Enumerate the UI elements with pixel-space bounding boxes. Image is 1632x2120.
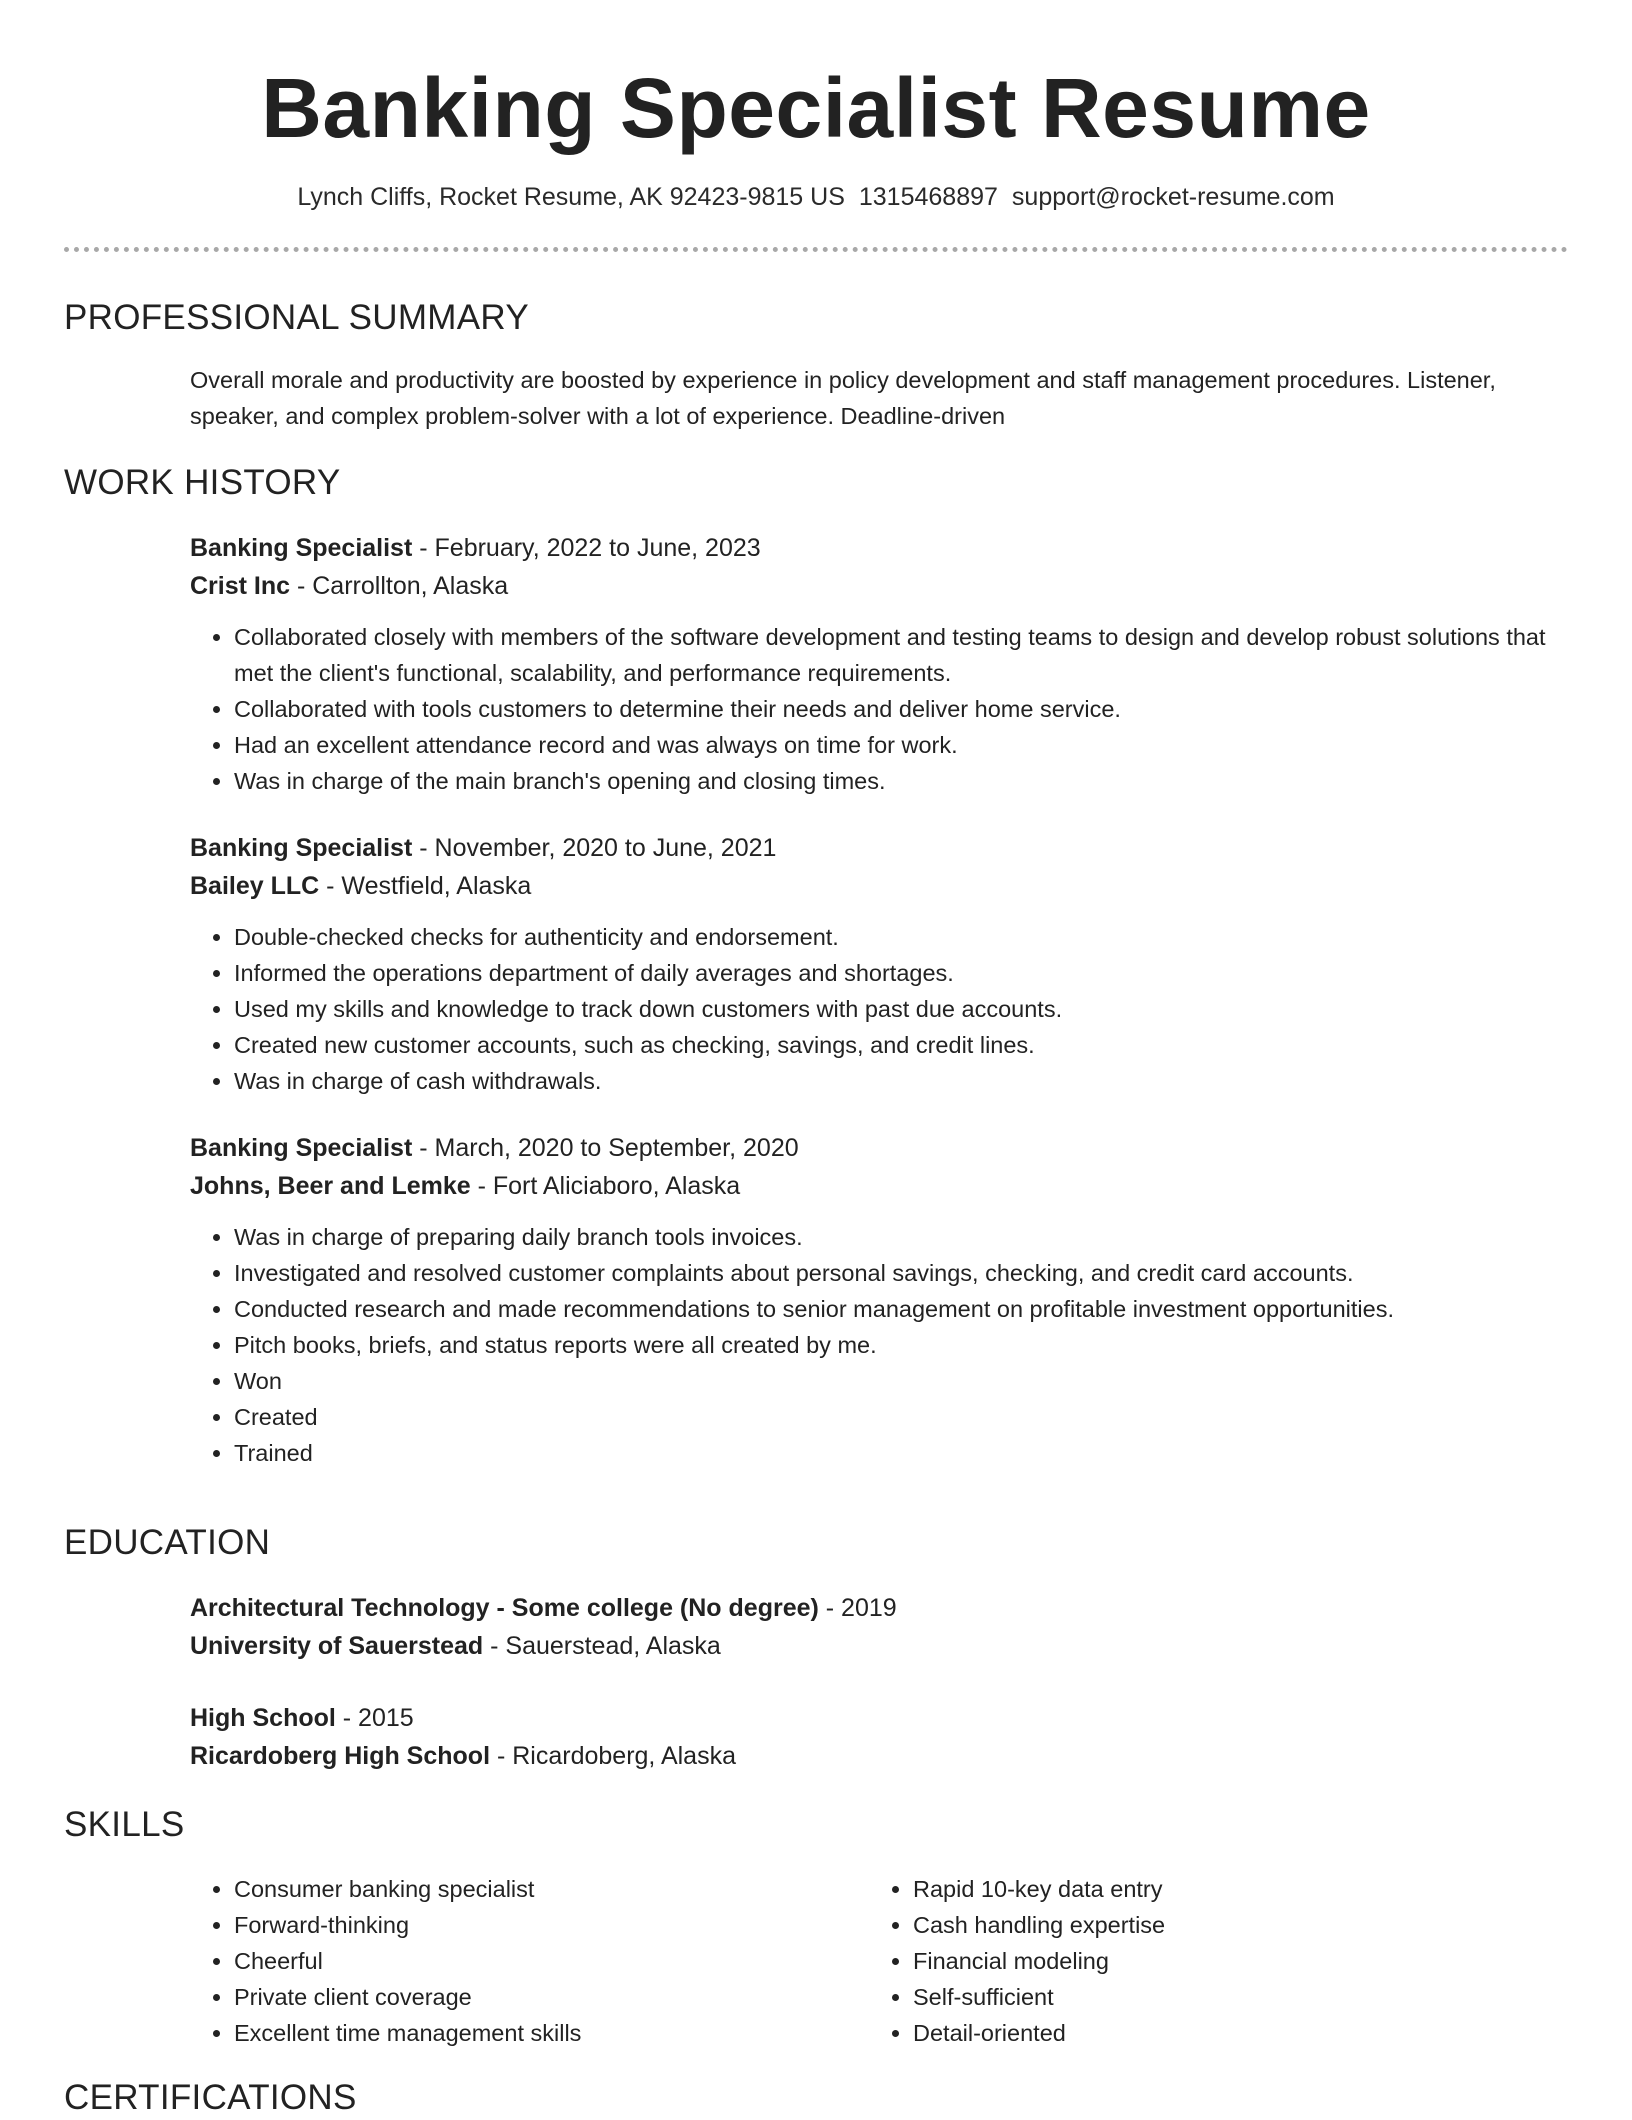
job-title-line bbox=[190, 829, 1568, 867]
skill-item: • Financial modeling bbox=[913, 1943, 1548, 1979]
skills-list-right bbox=[869, 1871, 1548, 2051]
section-heading-summary: PROFESSIONAL SUMMARY bbox=[64, 298, 529, 337]
contact-line bbox=[64, 180, 1568, 214]
list-item: • Trained bbox=[234, 1435, 1568, 1471]
header-divider bbox=[64, 247, 1568, 252]
contact-address: Lynch Cliffs, Rocket Resume, AK 92423-9815 US bbox=[297, 183, 845, 211]
job-title-line bbox=[190, 529, 1568, 567]
education-year: - 2015 bbox=[335, 1704, 414, 1732]
job-title: Banking Specialist bbox=[190, 834, 413, 862]
job-entry bbox=[190, 829, 1568, 1099]
certifications-section bbox=[64, 2076, 1568, 2120]
education-degree-line bbox=[190, 1699, 1568, 1737]
contact-phone: 1315468897 bbox=[858, 183, 998, 211]
job-dates: - November, 2020 to June, 2021 bbox=[412, 834, 777, 862]
job-title: Banking Specialist bbox=[190, 1134, 413, 1162]
education-school: University of Sauerstead bbox=[190, 1632, 484, 1660]
job-company-line bbox=[190, 567, 1568, 605]
job-company: Johns, Beer and Lemke bbox=[190, 1172, 471, 1200]
list-item: • Was in charge of preparing daily branch tools invoices. bbox=[234, 1219, 1568, 1255]
education-degree: High School bbox=[190, 1704, 336, 1732]
skill-item: • Excellent time management skills bbox=[234, 2015, 869, 2051]
resume-title: Banking Specialist Resume bbox=[261, 61, 1371, 155]
list-item: • Created bbox=[234, 1399, 1568, 1435]
list-item: • Used my skills and knowledge to track down customers with past due accounts. bbox=[234, 991, 1568, 1027]
contact-email: support@rocket-resume.com bbox=[1011, 183, 1335, 211]
job-location: - Westfield, Alaska bbox=[319, 872, 532, 900]
education-location: - Ricardoberg, Alaska bbox=[490, 1742, 736, 1770]
list-item: • Pitch books, briefs, and status reports were all created by me. bbox=[234, 1327, 1568, 1363]
skill-item: • Private client coverage bbox=[234, 1979, 869, 2015]
job-dates: - February, 2022 to June, 2023 bbox=[412, 534, 761, 562]
section-heading-education: EDUCATION bbox=[64, 1523, 271, 1562]
list-item: • Collaborated with tools customers to determine their needs and deliver home service. bbox=[234, 691, 1568, 727]
skills-section bbox=[64, 1803, 1568, 2051]
education-degree: Architectural Technology - Some college (No degree) bbox=[190, 1594, 819, 1622]
education-section bbox=[64, 1521, 1568, 1775]
job-entry bbox=[190, 529, 1568, 799]
education-school-line bbox=[190, 1737, 1568, 1775]
job-bullets bbox=[190, 919, 1568, 1099]
skill-item: • Rapid 10-key data entry bbox=[913, 1871, 1548, 1907]
list-item: • Was in charge of cash withdrawals. bbox=[234, 1063, 1568, 1099]
education-school: Ricardoberg High School bbox=[190, 1742, 491, 1770]
list-item: • Won bbox=[234, 1363, 1568, 1399]
section-heading-certifications: CERTIFICATIONS bbox=[64, 2078, 357, 2117]
list-item: • Was in charge of the main branch's opening and closing times. bbox=[234, 763, 1568, 799]
education-year: - 2019 bbox=[818, 1594, 897, 1622]
job-location: - Carrollton, Alaska bbox=[290, 572, 509, 600]
job-title: Banking Specialist bbox=[190, 534, 413, 562]
list-item: • Investigated and resolved customer complaints about personal savings, checking, and credit card accounts. bbox=[234, 1255, 1568, 1291]
summary-section bbox=[64, 296, 1568, 434]
resume-page bbox=[64, 0, 1568, 2117]
job-bullets bbox=[190, 619, 1568, 799]
list-item: • Double-checked checks for authenticity and endorsement. bbox=[234, 919, 1568, 955]
skill-item: • Cash handling expertise bbox=[913, 1907, 1548, 1943]
list-item: • Collaborated closely with members of the software development and testing teams to design and develop robust solutions that met the client's functional, scalability, and performance requirements. bbox=[234, 619, 1568, 691]
section-heading-work: WORK HISTORY bbox=[64, 463, 341, 502]
job-title-line bbox=[190, 1129, 1568, 1167]
summary-text: Overall morale and productivity are boosted by experience in policy development and staff management procedures. Listener, speaker, and complex problem-solver with a lot of experience. Deadline-driven bbox=[190, 367, 1496, 429]
skill-item: • Detail-oriented bbox=[913, 2015, 1548, 2051]
job-company: Bailey LLC bbox=[190, 872, 320, 900]
skill-item: • Forward-thinking bbox=[234, 1907, 869, 1943]
skill-item: • Consumer banking specialist bbox=[234, 1871, 869, 1907]
job-location: - Fort Aliciaboro, Alaska bbox=[470, 1172, 741, 1200]
job-company: Crist Inc bbox=[190, 572, 291, 600]
work-section bbox=[64, 461, 1568, 1471]
education-entry bbox=[190, 1699, 1568, 1775]
education-entry bbox=[190, 1589, 1568, 1665]
skills-list-left bbox=[190, 1871, 869, 2051]
job-company-line bbox=[190, 867, 1568, 905]
list-item: • Created new customer accounts, such as checking, savings, and credit lines. bbox=[234, 1027, 1568, 1063]
skill-item: • Cheerful bbox=[234, 1943, 869, 1979]
skills-grid bbox=[190, 1871, 1568, 2051]
skill-item: • Self-sufficient bbox=[913, 1979, 1548, 2015]
education-degree-line bbox=[190, 1589, 1568, 1627]
education-location: - Sauerstead, Alaska bbox=[483, 1632, 721, 1660]
list-item: • Informed the operations department of daily averages and shortages. bbox=[234, 955, 1568, 991]
job-company-line bbox=[190, 1167, 1568, 1205]
section-heading-skills: SKILLS bbox=[64, 1805, 185, 1844]
list-item: • Had an excellent attendance record and was always on time for work. bbox=[234, 727, 1568, 763]
list-item: • Conducted research and made recommendations to senior management on profitable investment opportunities. bbox=[234, 1291, 1568, 1327]
job-dates: - March, 2020 to September, 2020 bbox=[412, 1134, 799, 1162]
job-bullets bbox=[190, 1219, 1568, 1471]
education-school-line bbox=[190, 1627, 1568, 1665]
job-entry bbox=[190, 1129, 1568, 1471]
